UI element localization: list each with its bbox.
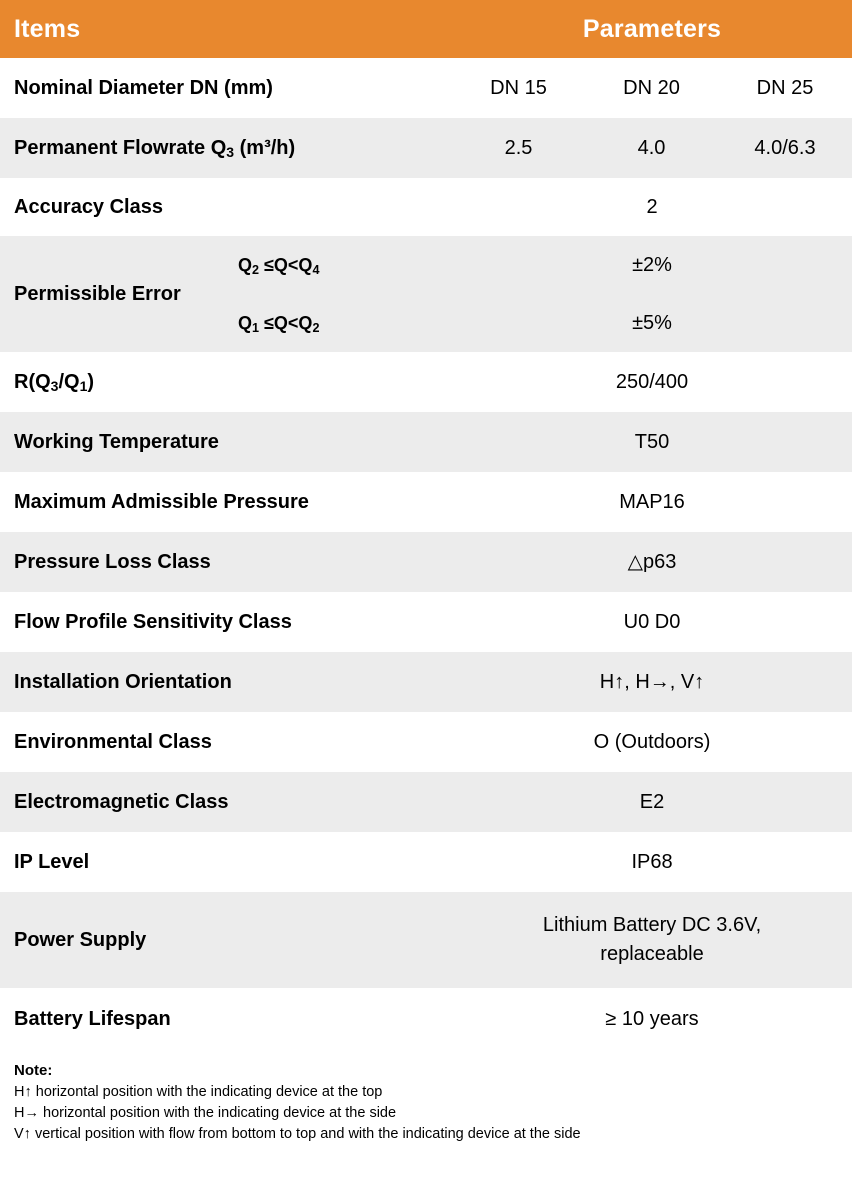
value-power-supply bbox=[452, 892, 852, 988]
table-row bbox=[0, 832, 852, 892]
table-row bbox=[0, 772, 852, 832]
table-row bbox=[0, 652, 852, 712]
table-row bbox=[0, 988, 852, 1050]
note-line-h-up: H↑ horizontal position with the indicating device at the top bbox=[14, 1084, 383, 1100]
value-ip-level: IP68 bbox=[631, 850, 673, 873]
table-row bbox=[0, 236, 852, 294]
value-power-supply-line1: Lithium Battery DC 3.6V, bbox=[542, 914, 762, 936]
row-label-pressure-loss: Pressure Loss Class bbox=[14, 550, 211, 573]
table-row bbox=[0, 352, 852, 412]
value-pressure-loss: △p63 bbox=[627, 550, 677, 573]
row-label-nominal-diameter: Nominal Diameter DN (mm) bbox=[14, 76, 273, 99]
note-line-v-up: V↑ vertical position with flow from bottom to top and with the indicating device at the side bbox=[14, 1126, 581, 1143]
value-power-supply-line2: replaceable bbox=[600, 943, 704, 965]
sub-label-mid: ≤Q<Q bbox=[259, 254, 313, 275]
label-subscript: 3 bbox=[226, 144, 235, 161]
table-row bbox=[0, 592, 852, 652]
value-dn20-permanent-flowrate: 4.0 bbox=[637, 136, 666, 159]
value-max-pressure: MAP16 bbox=[619, 490, 685, 513]
row-label-battery-lifespan: Battery Lifespan bbox=[14, 1007, 171, 1030]
row-label-ip-level: IP Level bbox=[14, 850, 90, 873]
label-sub2: 1 bbox=[79, 378, 88, 395]
label-sub1: 3 bbox=[50, 378, 59, 395]
sub-label-q2-range bbox=[232, 236, 452, 294]
row-label-environmental-class: Environmental Class bbox=[14, 730, 212, 753]
value-environmental-class: O (Outdoors) bbox=[593, 730, 711, 753]
table-row bbox=[0, 118, 852, 178]
value-electromagnetic-class: E2 bbox=[639, 790, 665, 813]
row-label-flow-profile: Flow Profile Sensitivity Class bbox=[14, 610, 292, 633]
row-label-permissible-error: Permissible Error bbox=[14, 282, 181, 305]
value-dn20-nominal-diameter: DN 20 bbox=[623, 76, 680, 99]
label-text-pre: Permanent Flowrate Q bbox=[14, 136, 227, 159]
sub-label-q1-range bbox=[232, 294, 452, 352]
table-row bbox=[0, 472, 852, 532]
value-permissible-error-2: ±5% bbox=[632, 311, 672, 334]
sub-label-pre: Q bbox=[238, 254, 253, 275]
value-accuracy-class: 2 bbox=[646, 195, 658, 218]
table-row bbox=[0, 892, 852, 988]
row-label-permanent-flowrate bbox=[0, 118, 452, 178]
row-label-power-supply: Power Supply bbox=[14, 928, 147, 951]
row-label-electromagnetic-class: Electromagnetic Class bbox=[14, 790, 229, 813]
table-header-row bbox=[0, 0, 852, 58]
row-label-max-pressure: Maximum Admissible Pressure bbox=[14, 490, 309, 513]
sub-label-sub2: 4 bbox=[312, 263, 320, 278]
label-text-post: ) bbox=[87, 370, 95, 393]
table-row bbox=[0, 178, 852, 236]
value-dn25-nominal-diameter: DN 25 bbox=[756, 76, 814, 99]
sub-label-sub1: 1 bbox=[252, 321, 260, 336]
header-parameters: Parameters bbox=[452, 0, 852, 58]
value-battery-lifespan: ≥ 10 years bbox=[605, 1007, 699, 1030]
value-permissible-error-1: ±2% bbox=[632, 253, 672, 276]
label-text-mid: /Q bbox=[58, 370, 80, 393]
value-installation-orientation: H↑, H→, V↑ bbox=[599, 670, 705, 693]
label-text-post: (m³/h) bbox=[234, 136, 296, 159]
value-working-temperature: T50 bbox=[634, 430, 670, 453]
sub-label-sub2: 2 bbox=[312, 321, 320, 336]
value-flow-profile: U0 D0 bbox=[623, 610, 681, 633]
row-label-working-temperature: Working Temperature bbox=[14, 430, 219, 453]
value-dn15-nominal-diameter: DN 15 bbox=[490, 76, 547, 99]
row-label-ratio bbox=[0, 352, 452, 412]
table-row bbox=[0, 532, 852, 592]
note-line-h-right: H→ horizontal position with the indicating device at the side bbox=[14, 1105, 397, 1122]
table-row bbox=[0, 412, 852, 472]
value-dn15-permanent-flowrate: 2.5 bbox=[504, 136, 533, 159]
row-label-installation-orientation: Installation Orientation bbox=[14, 670, 232, 693]
table-row bbox=[0, 712, 852, 772]
sub-label-pre: Q bbox=[238, 312, 253, 333]
note-title: Note: bbox=[14, 1062, 53, 1079]
table-row bbox=[0, 58, 852, 118]
value-dn25-permanent-flowrate: 4.0/6.3 bbox=[754, 136, 816, 159]
header-items: Items bbox=[0, 0, 452, 58]
note-block bbox=[0, 1050, 852, 1155]
sub-label-mid: ≤Q<Q bbox=[259, 312, 313, 333]
row-label-accuracy-class: Accuracy Class bbox=[14, 195, 163, 218]
value-ratio: 250/400 bbox=[615, 370, 689, 393]
label-text-pre: R(Q bbox=[14, 370, 51, 393]
sub-label-sub1: 2 bbox=[252, 263, 260, 278]
